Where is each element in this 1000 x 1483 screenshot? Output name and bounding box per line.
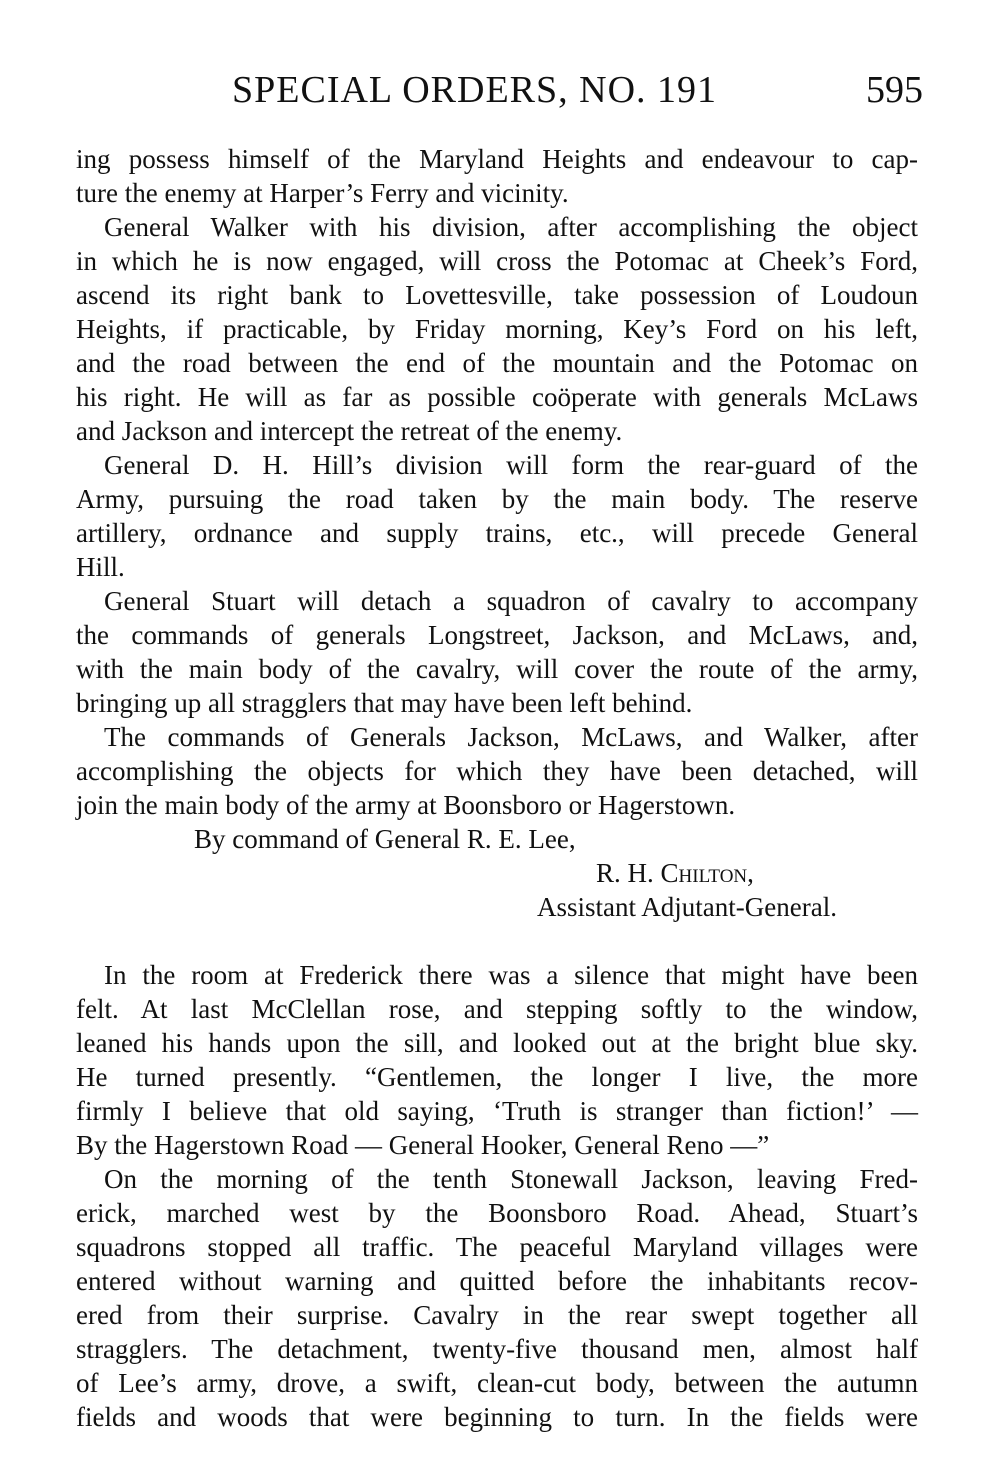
text-line: erick, marched west by the Boonsboro Road. Ahead, Stuart’s: [76, 1198, 918, 1228]
paragraph-start-line: General Stuart will detach a squadron of cavalry to accompany: [104, 586, 918, 616]
text-line: Heights, if practicable, by Friday morning, Key’s Ford on his left,: [76, 314, 918, 344]
text-line: squadrons stopped all traffic. The peaceful Maryland villages were: [76, 1232, 918, 1262]
text-line: By the Hagerstown Road — General Hooker, General Reno —”: [76, 1130, 770, 1160]
text-line: artillery, ordnance and supply trains, etc., will precede General: [76, 518, 918, 548]
paragraph-start-line: The commands of Generals Jackson, McLaws, and Walker, after: [104, 722, 918, 752]
paragraph-start-line: On the morning of the tenth Stonewall Jackson, leaving Fred-: [104, 1164, 918, 1194]
paragraph-start-line: General Walker with his division, after accomplishing the object: [104, 212, 918, 242]
text-line: accomplishing the objects for which they have been detached, will: [76, 756, 918, 786]
text-line: fields and woods that were beginning to turn. In the fields were: [76, 1402, 918, 1432]
text-line: ered from their surprise. Cavalry in the rear swept together all: [76, 1300, 918, 1330]
text-line: ture the enemy at Harper’s Ferry and vicinity.: [76, 178, 569, 208]
signature-rank: Assistant Adjutant-General.: [537, 892, 837, 922]
text-line: ascend its right bank to Lovettesville, take possession of Loudoun: [76, 280, 918, 310]
text-line: the commands of generals Longstreet, Jackson, and McLaws, and,: [76, 620, 918, 650]
paragraph-start-line: In the room at Frederick there was a silence that might have been: [104, 960, 918, 990]
text-line: in which he is now engaged, will cross the Potomac at Cheek’s Ford,: [76, 246, 918, 276]
text-line: felt. At last McClellan rose, and stepping softly to the window,: [76, 994, 918, 1024]
text-line: He turned presently. “Gentlemen, the longer I live, the more: [76, 1062, 918, 1092]
page-number: 595: [866, 69, 923, 111]
text-line: bringing up all stragglers that may have been left behind.: [76, 688, 693, 718]
text-line: join the main body of the army at Boonsboro or Hagerstown.: [76, 790, 736, 820]
text-line: and the road between the end of the mountain and the Potomac on: [76, 348, 918, 378]
text-line: his right. He will as far as possible coöperate with generals McLaws: [76, 382, 918, 412]
text-line: stragglers. The detachment, twenty-five thousand men, almost half: [76, 1334, 918, 1364]
section-gap: [76, 924, 918, 958]
text-line: with the main body of the cavalry, will cover the route of the army,: [76, 654, 918, 684]
signature-name: R. H. Chilton,: [596, 858, 754, 888]
text-line: firmly I believe that old saying, ‘Truth is stranger than fiction!’ —: [76, 1096, 918, 1126]
text-line: of Lee’s army, drove, a swift, clean-cut body, between the autumn: [76, 1368, 918, 1398]
paragraph-start-line: General D. H. Hill’s division will form the rear-guard of the: [104, 450, 918, 480]
text-line: and Jackson and intercept the retreat of the enemy.: [76, 416, 623, 446]
page-body: [76, 142, 918, 1434]
text-line: Hill.: [76, 552, 125, 582]
text-line: Army, pursuing the road taken by the main body. The reserve: [76, 484, 918, 514]
text-line: leaned his hands upon the sill, and looked out at the bright blue sky.: [76, 1028, 918, 1058]
signature-command-line: By command of General R. E. Lee,: [194, 824, 576, 854]
running-head-title: SPECIAL ORDERS, NO. 191: [232, 69, 718, 111]
text-line: entered without warning and quitted before the inhabitants recov-: [76, 1266, 918, 1296]
text-line: ing possess himself of the Maryland Heights and endeavour to cap-: [76, 144, 918, 174]
